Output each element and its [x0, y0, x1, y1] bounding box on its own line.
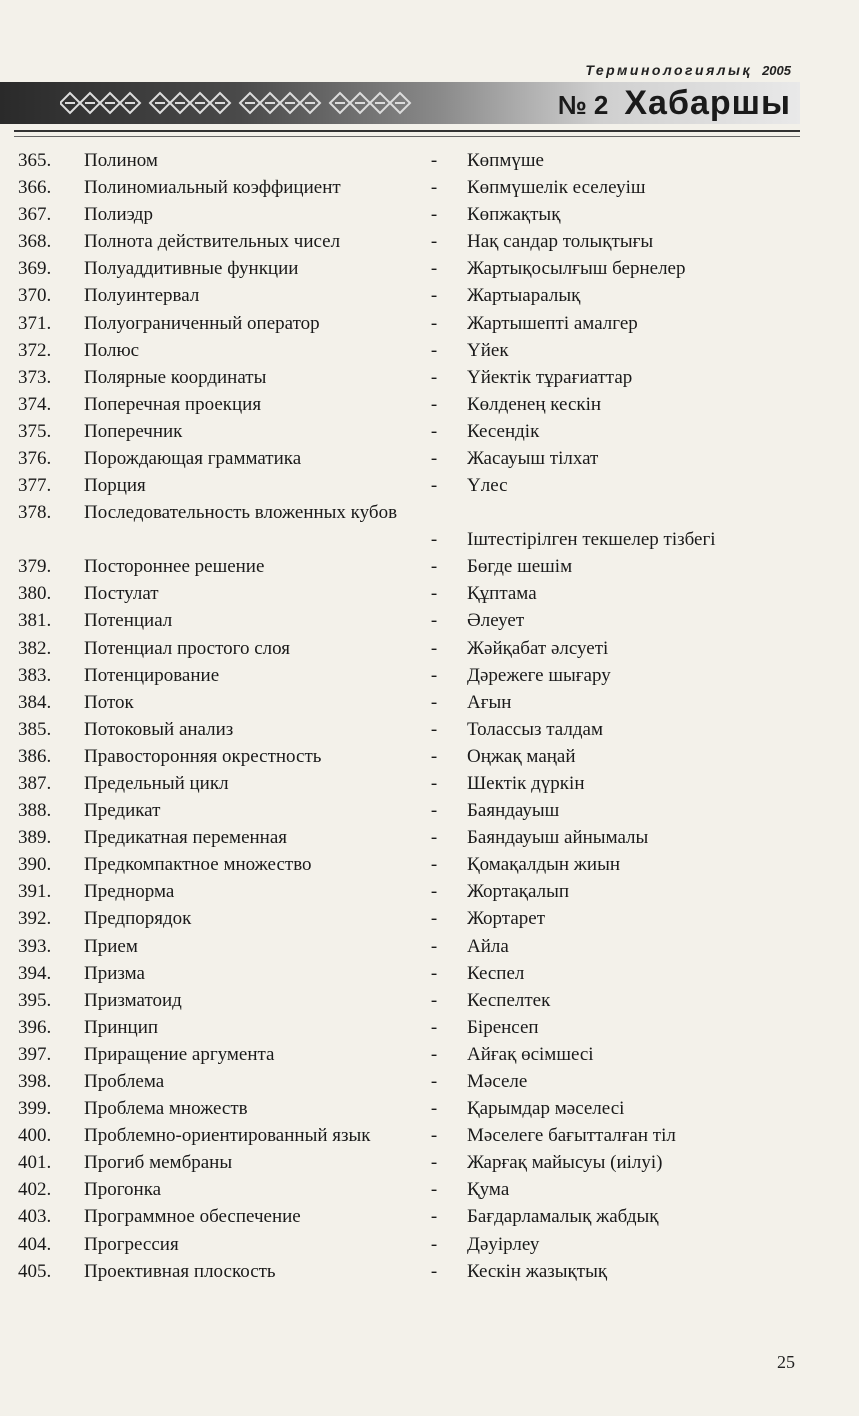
- term-russian: Программное обеспечение: [84, 1206, 301, 1228]
- term-separator: -: [430, 1233, 438, 1255]
- term-number: 373.: [18, 366, 52, 388]
- term-russian: Проблема: [84, 1071, 165, 1092]
- term-number: 396.: [18, 1016, 52, 1038]
- term-row: [18, 851, 808, 878]
- journal-title: Терминологиялық: [585, 62, 753, 78]
- term-row: [18, 905, 808, 932]
- term-row: [18, 1041, 808, 1068]
- term-kazakh: Жарғақ майысуы (иілуі): [467, 1152, 663, 1174]
- term-russian: Полиэдр: [84, 204, 153, 226]
- term-russian: Поток: [84, 691, 134, 713]
- term-russian: Предикат: [84, 800, 161, 822]
- term-russian: Призма: [84, 962, 145, 984]
- term-number: 382.: [18, 637, 52, 659]
- term-separator: -: [430, 881, 438, 903]
- term-row: [18, 1068, 808, 1095]
- term-row: [18, 878, 808, 905]
- term-kazakh: Құптама: [467, 583, 537, 605]
- term-kazakh: Үйектік тұрағиаттар: [467, 366, 633, 388]
- term-kazakh: Айла: [467, 935, 509, 957]
- term-row: [18, 797, 808, 824]
- term-row: [18, 662, 808, 689]
- term-russian: Полуинтервал: [84, 285, 200, 307]
- term-kazakh: Қума: [467, 1179, 510, 1201]
- term-row: [18, 1258, 808, 1285]
- term-kazakh: Кеспелтек: [467, 989, 551, 1011]
- term-kazakh: Көпжақтық: [467, 204, 561, 226]
- term-russian: Поперечник: [84, 420, 183, 442]
- term-separator: -: [430, 583, 438, 605]
- term-number: 365.: [18, 150, 52, 171]
- term-separator: -: [430, 420, 438, 442]
- term-separator: -: [430, 935, 438, 957]
- term-kazakh: Көлденең кескін: [467, 393, 602, 415]
- term-number: 370.: [18, 285, 52, 307]
- term-row: [18, 607, 808, 634]
- term-separator: -: [430, 1016, 438, 1038]
- term-number: 369.: [18, 258, 52, 280]
- term-separator: -: [430, 1179, 438, 1201]
- term-separator: -: [430, 989, 438, 1011]
- term-row: [18, 770, 808, 797]
- term-number: 386.: [18, 745, 52, 767]
- term-kazakh: Жартышепті амалгер: [467, 312, 638, 334]
- term-kazakh: Шектік дүркін: [467, 772, 585, 794]
- term-row: [18, 391, 808, 418]
- term-kazakh: Жартыаралық: [467, 285, 581, 307]
- term-number: 376.: [18, 448, 52, 470]
- term-separator: -: [430, 800, 438, 822]
- term-separator: -: [430, 854, 438, 876]
- term-separator: -: [430, 150, 438, 171]
- term-number: 379.: [18, 556, 52, 578]
- term-kazakh: Көпмүше: [467, 150, 544, 171]
- term-separator: -: [430, 393, 438, 415]
- term-kazakh: Көпмүшелік еселеуіш: [467, 177, 646, 199]
- term-russian: Полярные координаты: [84, 366, 267, 388]
- term-russian: Полиномиальный коэффициент: [84, 177, 341, 199]
- issue-number: № 2: [557, 90, 609, 120]
- term-kazakh: Дәрежеге шығару: [467, 664, 611, 686]
- term-number: 405.: [18, 1260, 52, 1282]
- term-russian: Полуограниченный оператор: [84, 312, 320, 334]
- term-row: [18, 472, 808, 499]
- term-separator: -: [430, 718, 438, 740]
- term-list: [18, 147, 808, 1285]
- term-row: [18, 282, 808, 309]
- term-russian: Проблемно-ориентированный язык: [84, 1125, 371, 1147]
- term-separator: -: [430, 1043, 438, 1065]
- term-russian: Приращение аргумента: [84, 1043, 275, 1065]
- term-separator: -: [430, 366, 438, 388]
- term-number: 391.: [18, 881, 52, 903]
- term-number: 388.: [18, 800, 52, 822]
- term-russian: Принцип: [84, 1016, 159, 1038]
- term-russian: Потенциал простого слоя: [84, 637, 291, 659]
- term-kazakh: Жасауыш тілхат: [467, 448, 599, 470]
- term-russian: Проективная плоскость: [84, 1260, 276, 1282]
- term-kazakh: Мәселе: [467, 1071, 528, 1092]
- term-russian: Полином: [84, 150, 158, 171]
- term-row: [18, 960, 808, 987]
- term-russian: Потоковый анализ: [84, 718, 234, 740]
- term-row: [18, 1176, 808, 1203]
- term-separator: -: [430, 556, 438, 578]
- term-number: 375.: [18, 420, 52, 442]
- term-separator: -: [430, 204, 438, 226]
- term-separator: -: [430, 339, 438, 361]
- term-number: 395.: [18, 989, 52, 1011]
- term-kazakh: Қарымдар мәселесі: [467, 1098, 625, 1120]
- term-separator: -: [430, 258, 438, 280]
- term-separator: -: [430, 664, 438, 686]
- term-russian: Предикатная переменная: [84, 827, 288, 849]
- term-number: 385.: [18, 718, 52, 740]
- term-row: [18, 1149, 808, 1176]
- term-russian: Призматоид: [84, 989, 182, 1011]
- term-row: [18, 553, 808, 580]
- term-row: [18, 743, 808, 770]
- term-number: 366.: [18, 177, 52, 199]
- term-number: 377.: [18, 475, 52, 497]
- journal-header: [585, 62, 791, 78]
- term-kazakh: Ағын: [467, 691, 512, 713]
- term-kazakh: Мәселеге бағытталған тіл: [467, 1125, 676, 1147]
- term-russian: Правосторонняя окрестность: [84, 745, 322, 767]
- term-kazakh: Нақ сандар толықтығы: [467, 231, 654, 253]
- term-russian: Полуаддитивные функции: [84, 258, 299, 280]
- term-number: 404.: [18, 1233, 52, 1255]
- term-kazakh: Бөгде шешім: [467, 556, 573, 578]
- term-separator: -: [430, 962, 438, 984]
- term-kazakh: Кесендік: [467, 420, 540, 442]
- term-number: 372.: [18, 339, 52, 361]
- term-row: [18, 174, 808, 201]
- term-separator: -: [430, 908, 438, 930]
- term-separator: -: [430, 691, 438, 713]
- term-number: 393.: [18, 935, 52, 957]
- term-kazakh: Бағдарламалық жабдық: [467, 1206, 659, 1228]
- term-kazakh: Жартықосылғыш бернелер: [467, 258, 686, 280]
- term-kazakh: Кескін жазықтық: [467, 1260, 608, 1282]
- term-russian: Прием: [84, 935, 138, 957]
- term-russian: Порция: [84, 475, 146, 497]
- term-number: 368.: [18, 231, 52, 253]
- header-rule-thin: [14, 136, 800, 137]
- term-separator: -: [430, 231, 438, 253]
- term-kazakh: Баяндауыш: [467, 800, 560, 822]
- term-number: 392.: [18, 908, 52, 930]
- term-row: [18, 689, 808, 716]
- term-row: [18, 310, 808, 337]
- term-kazakh: Әлеует: [467, 610, 525, 632]
- term-russian: Постулат: [84, 583, 159, 605]
- term-number: 367.: [18, 204, 52, 226]
- term-row: [18, 1122, 808, 1149]
- term-separator: -: [430, 1206, 438, 1228]
- term-separator: -: [430, 610, 438, 632]
- term-number: 402.: [18, 1179, 52, 1201]
- term-number: 384.: [18, 691, 52, 713]
- term-row: [18, 1231, 808, 1258]
- term-number: 399.: [18, 1098, 52, 1120]
- term-russian: Предкомпактное множество: [84, 854, 312, 876]
- term-row: [18, 824, 808, 851]
- term-kazakh: Үйек: [467, 339, 509, 361]
- term-number: 387.: [18, 772, 52, 794]
- term-separator: -: [430, 1071, 438, 1092]
- term-kazakh: Қомақалдын жиын: [467, 854, 621, 876]
- term-row: [18, 580, 808, 607]
- term-separator: -: [430, 772, 438, 794]
- term-row: [18, 716, 808, 743]
- term-separator: -: [430, 475, 438, 497]
- term-separator: -: [430, 1152, 438, 1174]
- term-row: [18, 1014, 808, 1041]
- term-russian: Преднорма: [84, 881, 175, 903]
- term-kazakh: Толассыз талдам: [467, 718, 603, 740]
- term-row: [18, 228, 808, 255]
- term-number: 380.: [18, 583, 52, 605]
- term-row: [18, 364, 808, 391]
- term-kazakh: Жәйқабат әлсуеті: [467, 637, 609, 659]
- term-number: 390.: [18, 854, 52, 876]
- term-russian: Полнота действительных чисел: [84, 231, 341, 253]
- term-kazakh: Дәуірлеу: [467, 1233, 540, 1255]
- term-row: [18, 147, 808, 174]
- term-row: [18, 933, 808, 960]
- term-separator: -: [430, 448, 438, 470]
- term-separator: -: [430, 285, 438, 307]
- term-kazakh: Баяндауыш айнымалы: [467, 827, 649, 849]
- term-russian: Последовательность вложенных кубов: [84, 502, 398, 524]
- term-number: 398.: [18, 1071, 52, 1092]
- term-separator: -: [430, 312, 438, 334]
- journal-year: 2005: [762, 63, 791, 78]
- term-russian: Прогрессия: [84, 1233, 179, 1255]
- term-russian: Прогиб мембраны: [84, 1152, 233, 1174]
- term-number: 378.: [18, 502, 52, 524]
- term-russian: Проблема множеств: [84, 1098, 248, 1120]
- term-number: 403.: [18, 1206, 52, 1228]
- term-row: [18, 499, 808, 553]
- term-row: [18, 635, 808, 662]
- term-russian: Предельный цикл: [84, 772, 229, 794]
- term-separator: -: [430, 827, 438, 849]
- term-kazakh: Іштестірілген текшелер тізбегі: [467, 529, 716, 551]
- term-separator: -: [430, 177, 438, 199]
- term-separator: -: [430, 637, 438, 659]
- term-row: [18, 1095, 808, 1122]
- term-separator: -: [430, 529, 438, 551]
- term-row: [18, 1203, 808, 1230]
- term-number: 371.: [18, 312, 52, 334]
- term-row: [18, 337, 808, 364]
- term-number: 394.: [18, 962, 52, 984]
- term-number: 389.: [18, 827, 52, 849]
- term-kazakh: Оңжақ маңай: [467, 745, 576, 767]
- term-russian: Потенцирование: [84, 664, 220, 686]
- term-row: [18, 201, 808, 228]
- term-row: [18, 418, 808, 445]
- term-kazakh: Жортақалып: [467, 881, 570, 903]
- term-russian: Порождающая грамматика: [84, 448, 302, 470]
- term-russian: Прогонка: [84, 1179, 162, 1201]
- term-number: 400.: [18, 1125, 52, 1147]
- issue-name: Хабаршы: [624, 84, 791, 122]
- term-row: [18, 255, 808, 282]
- term-kazakh: Айғақ өсімшесі: [467, 1043, 594, 1065]
- kazakh-ornament-icon: [60, 88, 420, 118]
- term-separator: -: [430, 1260, 438, 1282]
- term-kazakh: Кеспел: [467, 962, 525, 984]
- term-russian: Предпорядок: [84, 908, 192, 930]
- term-russian: Поперечная проекция: [84, 393, 262, 415]
- term-row: [18, 445, 808, 472]
- term-number: 381.: [18, 610, 52, 632]
- term-russian: Потенциал: [84, 610, 173, 632]
- term-separator: -: [430, 1098, 438, 1120]
- term-kazakh: Үлес: [467, 475, 508, 497]
- term-number: 397.: [18, 1043, 52, 1065]
- term-kazakh: Жортарет: [467, 908, 546, 930]
- page-number: 25: [777, 1352, 795, 1372]
- term-kazakh: Біренсеп: [467, 1016, 539, 1038]
- term-number: 374.: [18, 393, 52, 415]
- term-number: 383.: [18, 664, 52, 686]
- term-separator: -: [430, 745, 438, 767]
- term-separator: -: [430, 1125, 438, 1147]
- term-russian: Полюс: [84, 339, 140, 361]
- term-russian: Постороннее решение: [84, 556, 265, 578]
- issue-title: [558, 84, 791, 123]
- term-number: 401.: [18, 1152, 52, 1174]
- header-rule: [14, 130, 800, 132]
- term-row: [18, 987, 808, 1014]
